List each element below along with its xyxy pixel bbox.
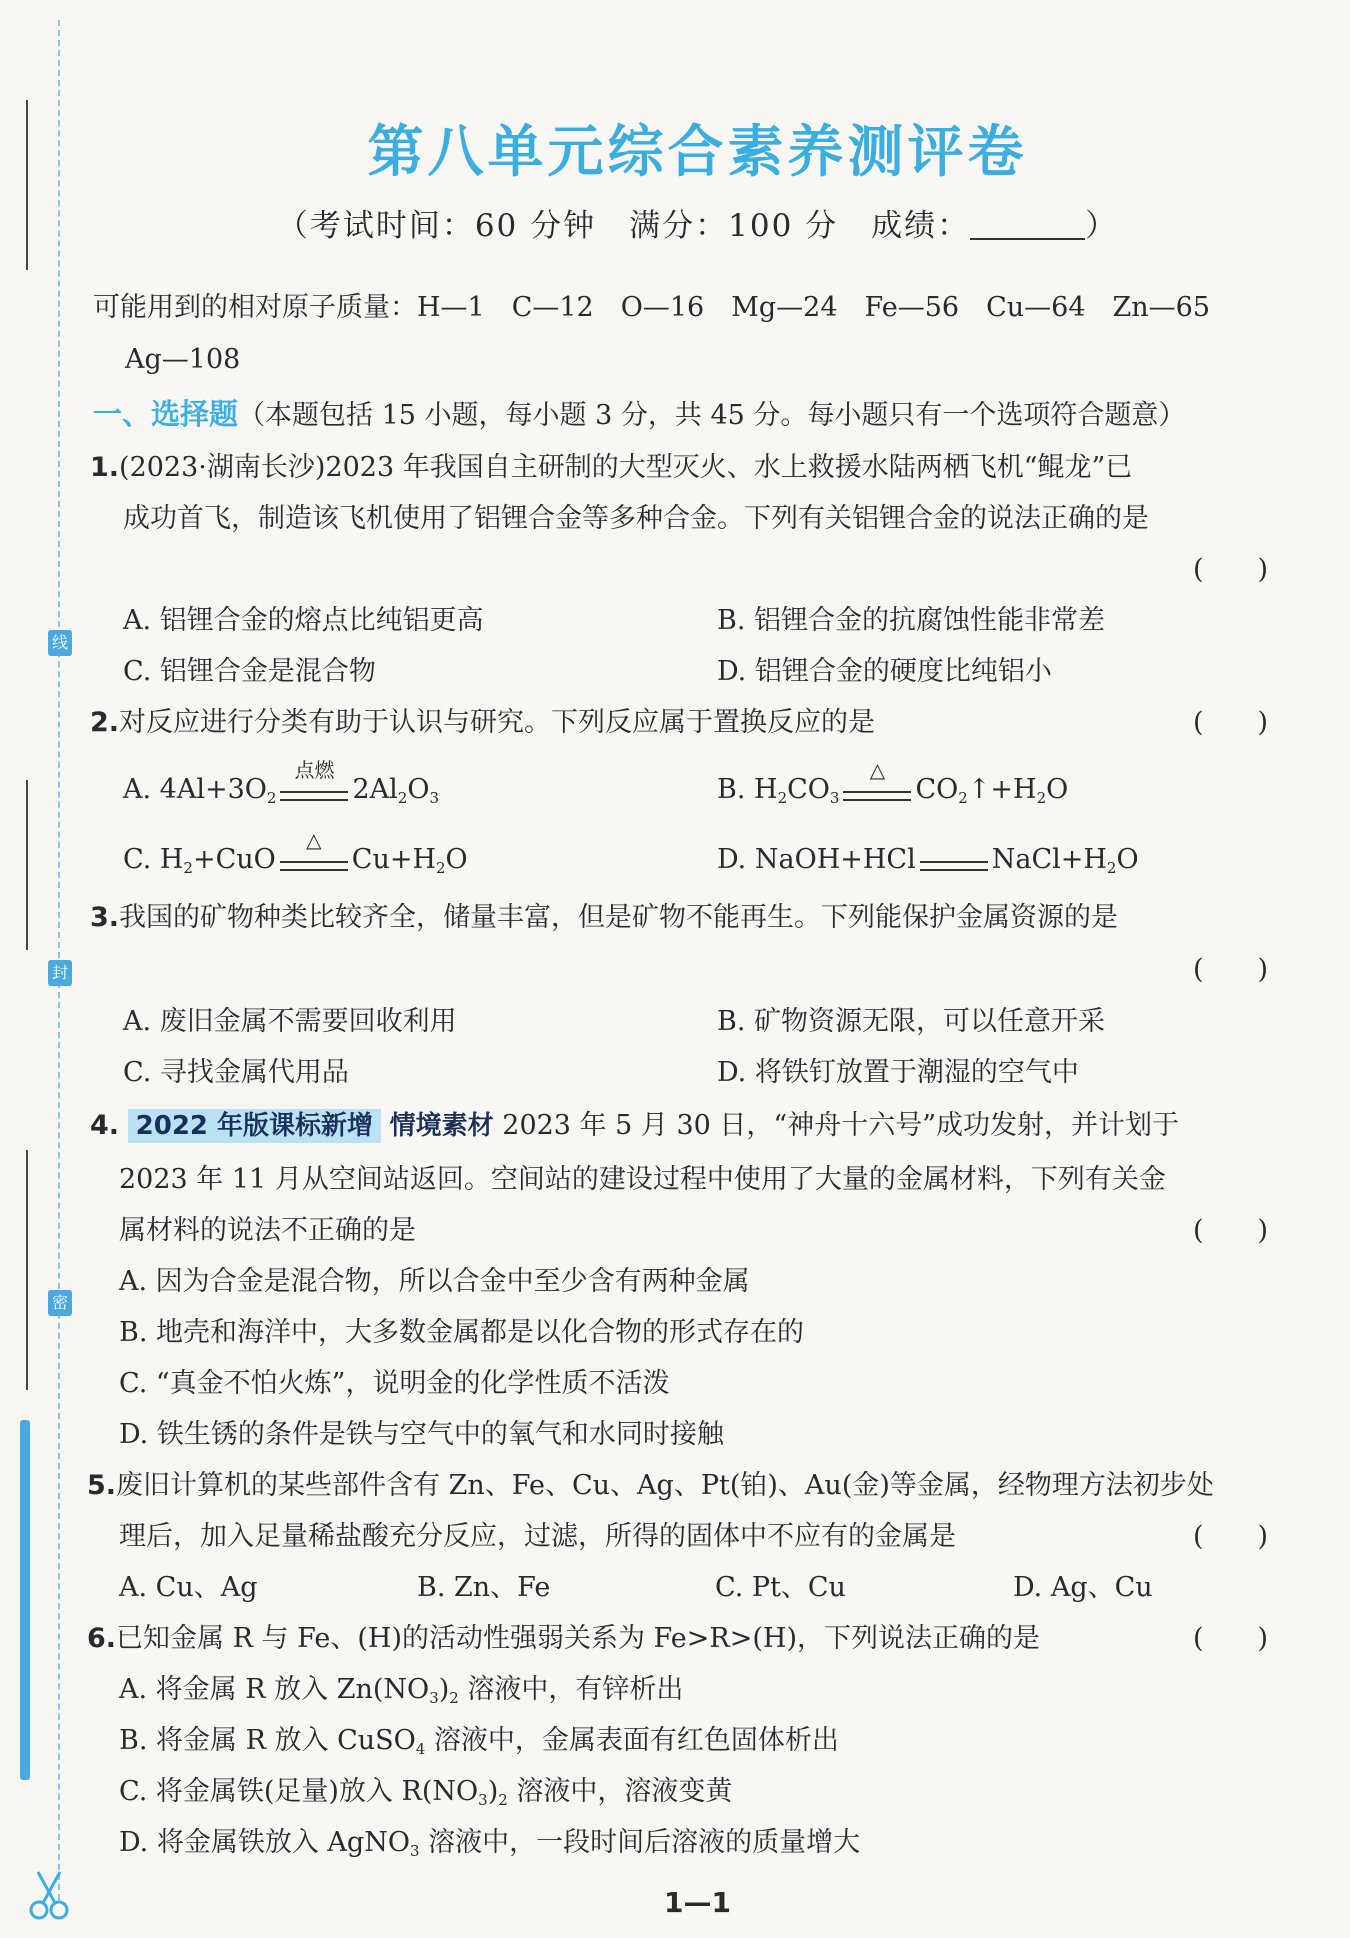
section-title: 一、选择题: [93, 397, 239, 431]
option-a: A. 铝锂合金的熔点比纯铝更高: [123, 605, 484, 636]
question-text: 废旧计算机的某些部件含有 Zn、Fe、Cu、Ag、Pt(铂)、Au(金)等金属，经物理方法初步处: [116, 1470, 1214, 1501]
option-c: C. 铝锂合金是混合物: [123, 656, 376, 687]
binding-mark: 线: [48, 630, 72, 656]
edge-line: [26, 100, 28, 270]
question-text: 属材料的说法不正确的是: [119, 1215, 416, 1246]
option-text: C. 将金属铁(足量)放入 R(NO: [119, 1776, 479, 1807]
option-a: A. 因为合金是混合物，所以合金中至少含有两种金属: [119, 1266, 750, 1297]
binding-mark: 密: [48, 1290, 72, 1316]
question-4: [90, 1106, 1179, 1146]
option-text: 溶液中，一段时间后溶液的质量增大: [428, 1827, 861, 1858]
curriculum-tag: 2022 年版课标新增: [128, 1109, 381, 1143]
score-blank[interactable]: [970, 212, 1085, 240]
question-text: (2023·湖南长沙)2023 年我国自主研制的大型灭火、水上救援水陆两栖飞机“鲲龙”已: [119, 452, 1133, 483]
answer-bracket[interactable]: ( ): [1193, 1215, 1269, 1246]
equation-text: D. NaOH+HCl: [717, 844, 916, 875]
answer-bracket[interactable]: ( ): [1193, 1623, 1269, 1654]
answer-bracket[interactable]: ( ): [1193, 1521, 1269, 1552]
question-number: 1.: [90, 452, 120, 483]
option-b: B. 铝锂合金的抗腐蚀性能非常差: [717, 605, 1106, 636]
question-number: 3.: [90, 902, 120, 933]
answer-bracket[interactable]: ( ): [1193, 954, 1269, 985]
option-text: 溶液中，有锌析出: [467, 1674, 684, 1705]
equation-text: Cu+H: [351, 844, 436, 875]
option-d: D. 铁生锈的条件是铁与空气中的氧气和水同时接触: [119, 1419, 724, 1450]
question-text: 已知金属 R 与 Fe、(H)的活动性强弱关系为 Fe>R>(H)，下列说法正确的是: [116, 1623, 1040, 1654]
option-d: D. NaOH+HCl $NaCl+H_2O$: [717, 840, 1139, 881]
exam-info-text: （考试时间：60 分钟 满分：100 分 成绩：: [276, 208, 971, 244]
exam-info: [85, 200, 1310, 245]
question-text: 理后，加入足量稀盐酸充分反应，过滤，所得的固体中不应有的金属是: [119, 1521, 956, 1552]
equation-text: NaCl+H: [991, 844, 1107, 875]
answer-bracket[interactable]: ( ): [1193, 707, 1269, 738]
option-c: C. 将金属铁(足量)放入 $R(NO_3)_2$ 溶液中，溶液变黄: [119, 1776, 733, 1809]
condition-label: 点燃: [294, 757, 335, 782]
condition-label: △: [869, 757, 886, 782]
question-number: 6.: [87, 1623, 117, 1654]
equation-text: CO: [915, 774, 959, 805]
option-d: D. Ag、Cu: [1013, 1572, 1153, 1603]
section-heading: [93, 394, 1185, 436]
option-b: B. $H_2CO_3$ △ $CO_2↑+H_2O$: [717, 770, 1068, 811]
page-title: 第八单元综合素养测评卷: [367, 119, 1028, 185]
option-c: C. 寻找金属代用品: [123, 1057, 349, 1088]
option-a: A. $4Al+3O_2$ 点燃 $2Al_2O_3$: [123, 770, 439, 811]
question-2: [90, 703, 875, 743]
scissors-icon: [28, 1870, 70, 1920]
option-d: D. 将金属铁放入 AgNO$_3$ 溶液中，一段时间后溶液的质量增大: [119, 1827, 861, 1860]
binding-bar: [20, 1420, 30, 1780]
option-c: C. $H_2+CuO$ △ $Cu+H_2O$: [123, 840, 468, 881]
question-text: 对反应进行分类有助于认识与研究。下列反应属于置换反应的是: [119, 707, 876, 738]
equals-sign: [916, 841, 992, 881]
option-text: 溶液中，溶液变黄: [516, 1776, 733, 1807]
option-text: 溶液中，金属表面有红色固体析出: [433, 1725, 839, 1756]
atomic-mass-line: 可能用到的相对原子质量：H—1 C—12 O—16 Mg—24 Fe—56 Cu—64 Zn—65: [93, 292, 1211, 323]
option-b: B. 地壳和海洋中，大多数金属都是以化合物的形式存在的: [119, 1317, 805, 1348]
option-c: C. Pt、Cu: [715, 1572, 846, 1603]
equation-text: A. 4Al+3O: [123, 774, 267, 805]
edge-line: [26, 1150, 28, 1390]
page-number: 1—1: [664, 1886, 731, 1919]
option-text: D. 将金属铁放入 AgNO: [119, 1827, 410, 1858]
option-d: D. 将铁钉放置于潮湿的空气中: [717, 1057, 1079, 1088]
equation-text: C. H: [123, 844, 184, 875]
option-b: B. 矿物资源无限，可以任意开采: [717, 1006, 1106, 1037]
option-text: B. 将金属 R 放入 CuSO: [119, 1725, 416, 1756]
equation-text: B. H: [717, 774, 778, 805]
reaction-condition: [839, 757, 915, 811]
equation-text: 2Al: [352, 774, 398, 805]
binding-margin: [0, 0, 70, 1938]
exam-info-close: ）: [1085, 208, 1119, 244]
option-a: A. 将金属 R 放入 $Zn(NO_3)_2$ 溶液中，有锌析出: [119, 1674, 684, 1707]
option-b: B. 将金属 R 放入 CuSO$_4$ 溶液中，金属表面有红色固体析出: [119, 1725, 839, 1758]
question-number: 5.: [87, 1470, 117, 1501]
option-text: A. 将金属 R 放入 Zn(NO: [119, 1674, 430, 1705]
context-tag: 情境素材: [389, 1111, 494, 1141]
question-5: [87, 1466, 1214, 1506]
question-number: 2.: [90, 707, 120, 738]
reaction-condition: [276, 827, 352, 881]
question-1: [90, 448, 1132, 488]
question-text: 2023 年 11 月从空间站返回。空间站的建设过程中使用了大量的金属材料，下列有关金: [119, 1164, 1166, 1195]
question-text: 我国的矿物种类比较齐全，储量丰富，但是矿物不能再生。下列能保护金属资源的是: [119, 902, 1119, 933]
option-a: A. Cu、Ag: [119, 1572, 258, 1603]
question-text: 成功首飞，制造该飞机使用了铝锂合金等多种合金。下列有关铝锂合金的说法正确的是: [123, 503, 1149, 534]
question-3: [90, 898, 1118, 938]
condition-label: △: [306, 827, 322, 852]
option-b: B. Zn、Fe: [417, 1572, 551, 1603]
edge-line: [26, 780, 28, 950]
question-6: [87, 1619, 1040, 1659]
question-text: 2023 年 5 月 30 日，“神舟十六号”成功发射，并计划于: [502, 1110, 1180, 1141]
section-note: （本题包括 15 小题，每小题 3 分，共 45 分。每小题只有一个选项符合题意）: [238, 400, 1186, 431]
binding-mark: 封: [48, 960, 72, 986]
answer-bracket[interactable]: ( ): [1193, 554, 1269, 585]
atomic-mass-line: Ag—108: [125, 344, 241, 375]
option-a: A. 废旧金属不需要回收利用: [123, 1006, 457, 1037]
reaction-condition: [276, 757, 352, 811]
option-c: C. “真金不怕火炼”，说明金的化学性质不活泼: [119, 1368, 670, 1399]
question-number: 4.: [90, 1110, 120, 1141]
option-d: D. 铝锂合金的硬度比纯铝小: [717, 656, 1052, 687]
